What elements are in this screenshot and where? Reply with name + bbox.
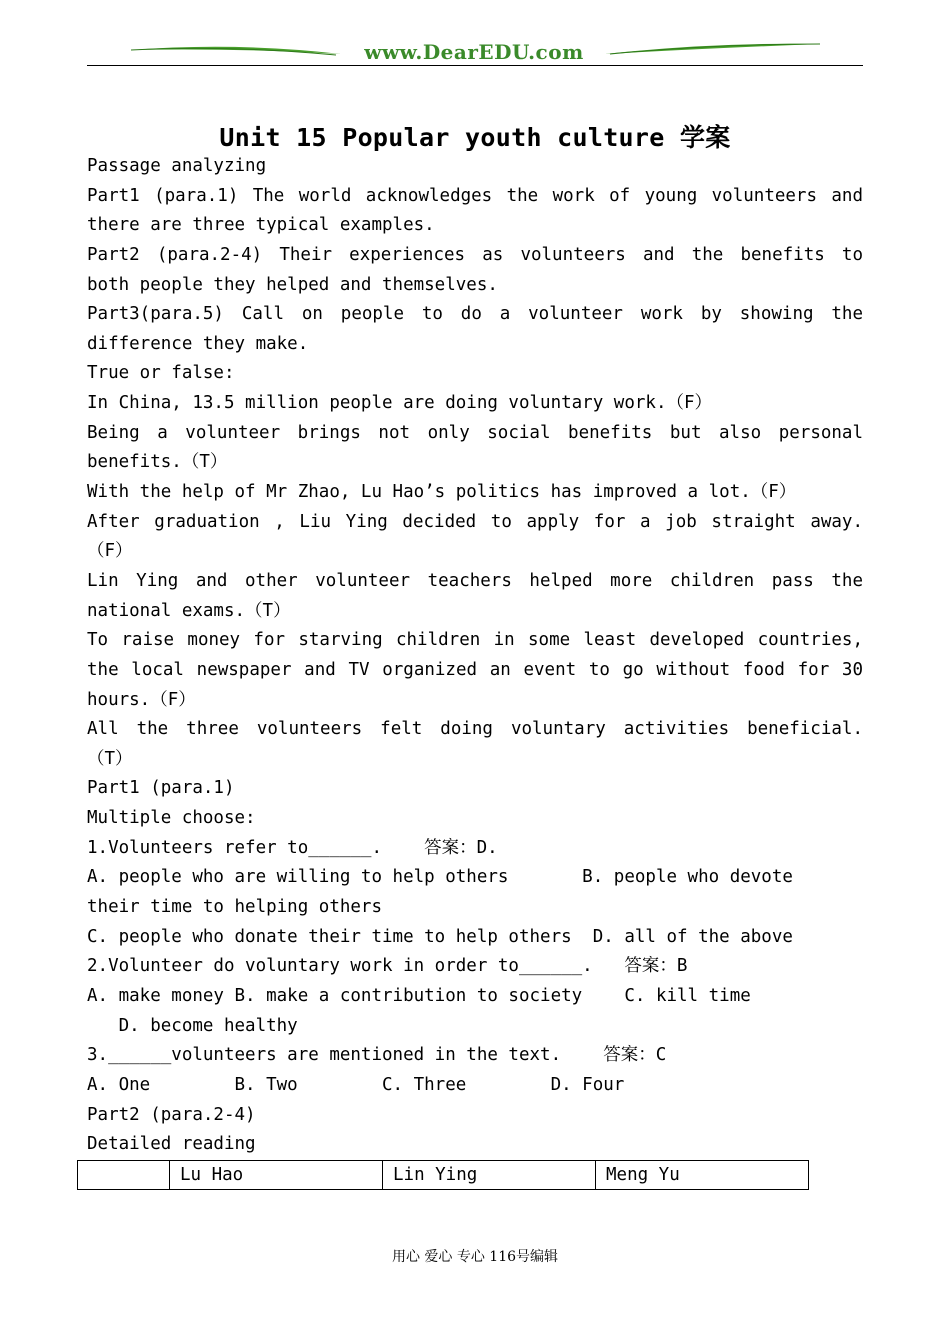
text-line: 3.______volunteers are mentioned in the text. 答案：C	[87, 1045, 667, 1066]
page-footer: 用心 爱心 专心 116号编辑	[391, 1249, 559, 1265]
text-line: C. people who donate their time to help others D. all of the above	[87, 926, 793, 947]
text-line: Multiple choose:	[87, 808, 256, 829]
text-line: True or false:	[87, 363, 235, 384]
page-header	[87, 36, 863, 68]
text-line: A. make money B. make a contribution to society C. kill time	[87, 985, 751, 1006]
text-line: With the help of Mr Zhao, Lu Hao’s politics has improved a lot.（F）	[87, 482, 797, 503]
text-line: Passage analyzing	[87, 156, 267, 176]
text-line: hours.（F）	[87, 689, 196, 710]
text-line: the local newspaper and TV organized an event to go without food for 30	[87, 659, 863, 680]
text-line: 1.Volunteers refer to______. 答案：D.	[87, 837, 498, 858]
left-swoosh-decoration	[131, 44, 341, 56]
text-line: Part1 (para.1) The world acknowledges the work of young volunteers and	[87, 185, 863, 206]
header-rule	[87, 65, 863, 66]
text-line: Part2 (para.2-4)	[87, 1104, 256, 1125]
text-line: their time to helping others	[87, 897, 383, 918]
table-header-row	[78, 1161, 809, 1190]
text-line: Detailed reading	[87, 1134, 256, 1155]
table-cell: Meng Yu	[596, 1161, 809, 1190]
text-line: Lin Ying and other volunteer teachers helped more children pass the	[87, 570, 863, 591]
site-logo-text: www.DearEDU.com	[364, 40, 584, 64]
table-cell: Lin Ying	[383, 1161, 596, 1190]
detailed-reading-table	[77, 1160, 809, 1190]
text-line: there are three typical examples.	[87, 215, 435, 236]
text-line: both people they helped and themselves.	[87, 274, 498, 295]
text-line: Part3(para.5) Call on people to do a volunteer work by showing the	[87, 304, 863, 325]
text-line: In China, 13.5 million people are doing voluntary work.（F）	[87, 393, 713, 414]
text-line: benefits.（T）	[87, 452, 228, 473]
text-line: （T）	[87, 748, 133, 769]
text-line: difference they make.	[87, 333, 309, 354]
table-cell: Lu Hao	[170, 1161, 383, 1190]
text-line: After graduation , Liu Ying decided to apply for a job straight away.	[87, 511, 863, 532]
table-cell	[78, 1161, 170, 1190]
text-line: Part1 (para.1)	[87, 778, 235, 799]
text-line: To raise money for starving children in some least developed countries,	[87, 630, 863, 651]
body-text	[87, 152, 863, 1160]
text-line: Part2 (para.2-4) Their experiences as volunteers and the benefits to	[87, 244, 863, 265]
text-line: Being a volunteer brings not only social benefits but also personal	[87, 422, 863, 443]
right-swoosh-decoration	[605, 42, 820, 56]
text-line: A. people who are willing to help others B. people who devote	[87, 867, 793, 888]
text-line: national exams.（T）	[87, 600, 291, 621]
text-line: 2.Volunteer do voluntary work in order to______. 答案：B	[87, 956, 688, 977]
text-line: A. One B. Two C. Three D. Four	[87, 1074, 625, 1095]
text-line: All the three volunteers felt doing voluntary activities beneficial.	[87, 719, 863, 740]
text-line: （F）	[87, 541, 133, 562]
text-line: D. become healthy	[87, 1015, 298, 1036]
page-title: Unit 15 Popular youth culture 学案	[219, 123, 731, 152]
